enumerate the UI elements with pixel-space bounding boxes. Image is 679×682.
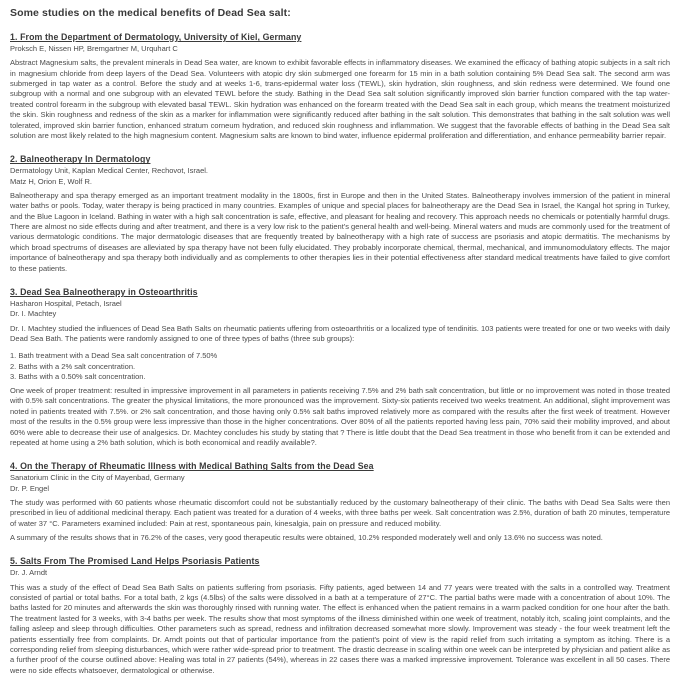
page-title: Some studies on the medical benefits of Dead Sea salt: bbox=[10, 7, 291, 19]
section bbox=[10, 287, 670, 448]
section-heading: 5. Salts From The Promised Land Helps Psoriasis Patients bbox=[10, 556, 260, 567]
section-meta-line: Sanatorium Clinic in the City of Mayenbad, Germany bbox=[10, 473, 185, 483]
section-paragraph: A summary of the results shows that in 76.2% of the cases, very good therapeutic results were obtained, 10.2% responded moderately well and only 13.6% no success was noted. bbox=[10, 533, 603, 542]
section-meta-line: Dr. I. Machtey bbox=[10, 309, 57, 319]
section bbox=[10, 556, 670, 676]
bath-type-item: 3. Baths with a 0.50% salt concentration. bbox=[10, 371, 146, 381]
bath-type-item: 2. Baths with a 2% salt concentration. bbox=[10, 361, 136, 371]
bath-type-list bbox=[10, 351, 670, 382]
section-meta-line: Dermatology Unit, Kaplan Medical Center, Rechovot, Israel. bbox=[10, 166, 209, 176]
section bbox=[10, 461, 670, 543]
section-meta-line: Proksch E, Nissen HP, Bremgartner M, Urquhart C bbox=[10, 44, 178, 53]
section-heading: 2. Balneotherapy In Dermatology bbox=[10, 154, 151, 165]
section-meta-line: Matz H, Orion E, Wolf R. bbox=[10, 176, 92, 186]
section-heading: 3. Dead Sea Balneotherapy in Osteoarthritis bbox=[10, 287, 198, 298]
section-paragraph: Abstract Magnesium salts, the prevalent minerals in Dead Sea water, are known to exhibit favorable effects in inflammatory diseases. We examined the efficacy of bathing atopic subjects in a salt rich in magnesium chloride from deep layers of the Dead Sea. Volunteers with atopic dry skin submerged one forearm for 15 min in a bath solution containing 5% Dead Sea salt. The second arm was submerged in tap water as a control. Before the study and at weeks 1-6, trans-epidermal water loss (TEWL), skin hydration, skin roughness, and skin redness were determined. We found one subgroup with a normal and one subgroup with an elevated TEWL before the study. Bathing in the Dead Sea salt solution significantly improved skin barrier function compared with the tap water-treated control forearm in the subgroup with elevated basal TEWL. Skin hydration was enhanced on the forearm treated with the Dead Sea salt in each group, which means the treatment moisturized the skin. Skin roughness and redness of the skin as a marker for inflammation were significantly reduced after bathing in the salt solution. This demonstrates that bathing in the salt solution was well tolerated, improved skin barrier function, enhanced stratum corneum hydration, and reduced skin roughness and inflammation. We suggest that the favorable effects of bathing in the Dead Sea salt solution are most likely related to the high magnesium content. Magnesium salts are known to bind water, influence epidermal proliferation and differentiation, and enhance permeability barrier repair. bbox=[10, 58, 670, 141]
section-paragraph: This was a study of the effect of Dead Sea Bath Salts on patients suffering from psoriasis. Fifty patients, aged between 14 and 77 years were treated with the salts in a controlled way. Treatment consisted of partial or total baths. For a total bath, 2 kgs (4.5lbs) of the salts were dissolved in a bath at a temperature of 27°C. The partial baths were made with a concentration of about 10%. The baths lasted for 20 minutes and afterwards the skin was thoroughly rinsed with running water. The effect is enhanced when the patient remains in a warm packed condition for one hour after the bath. The treatment lasted for 3 weeks, with 3-4 baths per week. The results show that most symptoms of the illness diminished within one week of treatment, notably itch, scaling joint complaints, and the falling asleep and sleep through difficulties. Other parameters such as spread, redness and infiltration decreased somewhat more slowly. Improvement was steady - the four week treatment left the patients essentially free from complaints. Dr. Arndt points out that of particular importance from the patient's point of view is the rapid relief from such irritating a symptom as itching. There is a corresponding relief from sleeping disturbances, which were rather wide-spread prior to treatment. The drastic decrease in scaling within one week can be interpreted by physician and patient alike as a further proof of the course outlined above: Healing was total in 27 patients (54%), whereas in 22 cases there was a marked impressive improvement. Tolerance was excellent in all 50 cases. There were no side effects whatsoever, dermatological or otherwise. bbox=[10, 582, 670, 675]
section-paragraph: One week of proper treatment: resulted in impressive improvement in all parameters in patients receiving 7.5% and 2% bath salt concentration, but little or no improvement was noted in those treated with 0.5% salt concentrations. The greater the physical limitations, the more pronounced was the improvement. Sixty-six patients received two weeks treatment. An additional, slight improvement was noted in patients treated with 7.5%. or 2% salt concentration, and those having only 0.5% salt baths improved relatively more as compared with the results after the first week of treatment. However most of the results in the 0.5% group were less impressive than those in the higher concentrations. Over 80% of all the patients reported having less pain, 70% said their mobility improved, and about 60% were able to decrease their use of analgesics. Dr. Machtey concludes his study by stating that ? There is little doubt that the Dead Sea treatment in those who benefit from it can be extended and repeated at home using a 2% bath solution, which is both economical and readily available?. bbox=[10, 385, 670, 447]
section bbox=[10, 154, 670, 274]
sections bbox=[10, 32, 670, 676]
section-heading: 4. On the Therapy of Rheumatic Illness with Medical Bathing Salts from the Dead Sea bbox=[10, 461, 374, 472]
section-meta-line: Dr. P. Engel bbox=[10, 483, 50, 493]
section-paragraph: The study was performed with 60 patients whose rheumatic discomfort could not be substantially reduced by the customary balneotherapy of their clinic. The baths with Dead Sea Salts were then prescribed in lieu of additional medicinal therapy. Each patient was treated for a duration of 4 weeks, with three baths per week. Salt concentration was 2.5%, duration of bath 20 minutes, temperature of water 37 °C. Parameters examined included: Pain at rest, spontaneous pain, kinesalgia, pain on pressure and reduced mobility. bbox=[10, 497, 670, 528]
section bbox=[10, 32, 670, 141]
section-meta-line: Dr. J. Arndt bbox=[10, 568, 48, 578]
section-paragraph: Balneotherapy and spa therapy emerged as an important treatment modality in the 1800s, first in Europe and then in the United States. Balneotherapy involves immersion of the patient in mineral water baths or pools. Today, water therapy is being practiced in many countries. Examples of unique and special places for balneotherapy are the Dead Sea in Israel, the Kangal hot spring in Turkey, and the Blue Lagoon in Iceland. Bathing in water with a high salt concentration is safe, effective, and pleasant for healing and recovery. This approach needs no chemicals or potentially harmful drugs. There are almost no side effects during and after treatment, and there is a very low risk to the patient's general health and well-being. Mineral waters and muds are commonly used for the treatment of various dermatologic conditions. The major dermatologic diseases that are frequently treated by balneotherapy with a high rate of success are psoriasis and atopic dermatitis. The mechanisms by which broad spectrums of diseases are alleviated by spa therapy have not been fully elucidated. They probably incorporate chemical, thermal, mechanical, and immunomodulatory effects. The major importance of balneotherapy and spa therapy both individually and as complements to other therapies lies in their potential effectiveness after standard medical treatments have failed to give comfort to these patients. bbox=[10, 190, 670, 273]
bath-type-item: 1. Bath treatment with a Dead Sea salt concentration of 7.50% bbox=[10, 351, 218, 361]
section-paragraph: Dr. I. Machtey studied the influences of Dead Sea Bath Salts on rheumatic patients uffering from osteoarthritis or a localized type of tendinitis. 103 patients were treated for one or two weeks with daily Dead Sea Bath. The patients were randomly assigned to one of three types of baths (three sub groups): bbox=[10, 323, 670, 343]
section-heading: 1. From the Department of Dermatology, University of Kiel, Germany bbox=[10, 32, 302, 42]
section-meta-line: Hasharon Hospital, Petach, Israel bbox=[10, 299, 122, 309]
